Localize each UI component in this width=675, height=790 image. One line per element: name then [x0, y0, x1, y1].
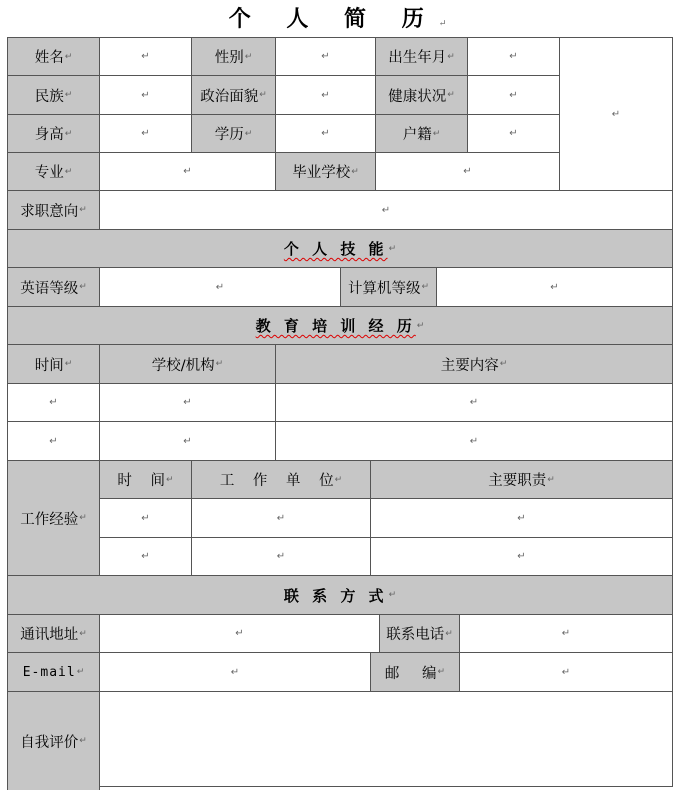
hukou-label-cell [375, 114, 468, 153]
health-value-cell[interactable] [467, 75, 560, 115]
major-label-cell [7, 152, 100, 191]
education-label: 学历 [214, 127, 244, 143]
job-intent-label-cell [7, 190, 100, 230]
school-label: 毕业学校 [292, 165, 351, 181]
paragraph-mark: ↵ [561, 666, 571, 678]
paragraph-mark: ↵ [611, 108, 621, 120]
edu-header-content [275, 344, 673, 384]
gender-label-cell [191, 37, 276, 76]
edu-row-1-content[interactable] [275, 383, 673, 422]
height-value-cell[interactable] [99, 114, 192, 153]
work-label: 工作经验 [20, 511, 79, 528]
political-value-cell[interactable] [275, 75, 376, 115]
school-value-cell[interactable] [375, 152, 560, 191]
work-header-duty [370, 460, 673, 499]
paragraph-mark: ↵ [64, 51, 73, 62]
job-intent-label: 求职意向 [20, 203, 79, 220]
paragraph-mark: ↵ [276, 512, 286, 524]
phone-label-cell [379, 614, 460, 653]
contact-section-header [7, 575, 673, 615]
english-label: 英语等级 [20, 280, 79, 297]
work-header-duty-label: 主要职责 [488, 473, 547, 489]
paragraph-mark: ↵ [183, 397, 192, 408]
hukou-label: 户籍 [402, 127, 432, 143]
work-header-company [191, 460, 371, 499]
paragraph-mark: ↵ [334, 474, 343, 485]
gender-value-cell[interactable] [275, 37, 376, 76]
address-label-cell [7, 614, 100, 653]
paragraph-mark: ↵ [321, 51, 330, 62]
height-label-cell [7, 114, 100, 153]
postcode-label: 邮 编 [384, 665, 437, 682]
self-eval-value-cell[interactable] [99, 691, 673, 787]
ethnic-label-cell [7, 75, 100, 115]
paragraph-mark: ↵ [76, 667, 85, 677]
work-row-2-duty[interactable] [370, 537, 673, 576]
work-row-2-company[interactable] [191, 537, 371, 576]
job-intent-value-cell[interactable] [99, 190, 673, 230]
name-label: 姓名 [34, 50, 64, 66]
paragraph-mark: ↵ [438, 19, 447, 29]
edu-header-school [99, 344, 276, 384]
paragraph-mark: ↵ [79, 282, 87, 292]
paragraph-mark: ↵ [437, 667, 446, 677]
paragraph-mark: ↵ [215, 359, 224, 369]
gender-label: 性别 [214, 50, 244, 66]
email-value-cell[interactable] [99, 652, 371, 692]
paragraph-mark: ↵ [244, 128, 253, 139]
paragraph-mark: ↵ [381, 204, 391, 216]
school-label-cell [275, 152, 376, 191]
work-label-cell [7, 460, 100, 576]
paragraph-mark: ↵ [49, 397, 58, 408]
education-label-cell [191, 114, 276, 153]
resume-title [0, 2, 675, 36]
email-label-cell [7, 652, 100, 692]
paragraph-mark: ↵ [321, 128, 330, 139]
paragraph-mark: ↵ [79, 205, 87, 215]
paragraph-mark: ↵ [416, 320, 425, 331]
political-label-cell [191, 75, 276, 115]
computer-label-cell [340, 267, 437, 307]
computer-label: 计算机等级 [347, 280, 421, 297]
paragraph-mark: ↵ [215, 281, 225, 293]
paragraph-mark: ↵ [183, 166, 192, 177]
address-value-cell[interactable] [99, 614, 380, 653]
edu-row-2-school[interactable] [99, 421, 276, 461]
name-value-cell[interactable] [99, 37, 192, 76]
paragraph-mark: ↵ [64, 90, 73, 100]
email-label: E-mail [22, 664, 76, 680]
birth-value-cell[interactable] [467, 37, 560, 76]
paragraph-mark: ↵ [79, 736, 87, 746]
edu-row-2-content[interactable] [275, 421, 673, 461]
paragraph-mark: ↵ [469, 435, 479, 447]
birth-label-cell [375, 37, 468, 76]
paragraph-mark: ↵ [445, 628, 453, 639]
paragraph-mark: ↵ [79, 513, 87, 523]
paragraph-mark: ↵ [447, 51, 455, 62]
paragraph-mark: ↵ [432, 128, 441, 139]
health-label-cell [375, 75, 468, 115]
education-section-title: 教 育 培 训 经 历 [255, 317, 416, 335]
major-value-cell[interactable] [99, 152, 276, 191]
work-header-time [99, 460, 192, 499]
paragraph-mark: ↵ [49, 435, 58, 447]
birth-label: 出生年月 [388, 50, 447, 66]
height-label: 身高 [34, 127, 64, 143]
skills-section-header [7, 229, 673, 268]
paragraph-mark: ↵ [183, 435, 192, 447]
paragraph-mark: ↵ [509, 51, 518, 62]
political-label: 政治面貌 [200, 88, 259, 105]
edu-header-time [7, 344, 100, 384]
phone-value-cell[interactable] [459, 614, 673, 653]
phone-label: 联系电话 [386, 627, 445, 643]
paragraph-mark: ↵ [141, 512, 150, 524]
name-label-cell [7, 37, 100, 76]
resume-title-text: 个 人 简 历 [228, 6, 438, 32]
paragraph-mark: ↵ [469, 397, 479, 408]
work-row-1-company[interactable] [191, 498, 371, 538]
paragraph-mark: ↵ [259, 90, 267, 100]
work-row-1-time[interactable] [99, 498, 192, 538]
paragraph-mark: ↵ [276, 551, 286, 562]
self-eval-label: 自我评价 [20, 734, 79, 751]
paragraph-mark: ↵ [141, 51, 150, 62]
photo-cell[interactable] [559, 37, 673, 191]
hukou-value-cell[interactable] [467, 114, 560, 153]
edu-header-school-label: 学校/机构 [151, 357, 215, 374]
paragraph-mark: ↵ [244, 51, 253, 62]
edu-row-2-time[interactable] [7, 421, 100, 461]
postcode-value-cell[interactable] [459, 652, 673, 692]
ethnic-value-cell[interactable] [99, 75, 192, 115]
education-section-header [7, 306, 673, 345]
paragraph-mark: ↵ [463, 166, 472, 177]
edu-row-1-school[interactable] [99, 383, 276, 422]
major-label: 专业 [34, 165, 64, 181]
paragraph-mark: ↵ [388, 590, 397, 600]
work-row-1-duty[interactable] [370, 498, 673, 538]
postcode-label-cell [370, 652, 460, 692]
paragraph-mark: ↵ [141, 89, 150, 101]
paragraph-mark: ↵ [64, 359, 73, 369]
ethnic-label: 民族 [34, 88, 64, 105]
work-header-time-label: 时 间 [117, 473, 166, 489]
paragraph-mark: ↵ [321, 89, 330, 101]
paragraph-mark: ↵ [166, 474, 174, 485]
paragraph-mark: ↵ [509, 89, 518, 101]
paragraph-mark: ↵ [235, 628, 244, 639]
contact-section-title: 联 系 方 式 [283, 586, 388, 605]
paragraph-mark: ↵ [447, 90, 455, 100]
work-header-company-label: 工 作 单 位 [219, 473, 334, 489]
paragraph-mark: ↵ [141, 128, 150, 139]
paragraph-mark: ↵ [64, 128, 73, 139]
paragraph-mark: ↵ [351, 166, 359, 177]
address-label: 通讯地址 [20, 627, 79, 643]
paragraph-mark: ↵ [561, 628, 571, 639]
english-label-cell [7, 267, 100, 307]
paragraph-mark: ↵ [388, 243, 397, 254]
paragraph-mark: ↵ [499, 359, 508, 369]
edu-header-time-label: 时间 [34, 357, 64, 374]
paragraph-mark: ↵ [421, 282, 430, 292]
paragraph-mark: ↵ [509, 128, 518, 139]
computer-value-cell[interactable] [436, 267, 673, 307]
edu-header-content-label: 主要内容 [440, 357, 499, 374]
paragraph-mark: ↵ [550, 281, 559, 293]
paragraph-mark: ↵ [230, 666, 240, 678]
skills-section-title: 个 人 技 能 [283, 240, 388, 258]
paragraph-mark: ↵ [141, 551, 150, 562]
paragraph-mark: ↵ [64, 166, 73, 177]
paragraph-mark: ↵ [547, 474, 555, 485]
health-label: 健康状况 [388, 88, 447, 105]
paragraph-mark: ↵ [79, 628, 87, 639]
paragraph-mark: ↵ [517, 512, 526, 524]
education-value-cell[interactable] [275, 114, 376, 153]
paragraph-mark: ↵ [517, 551, 526, 562]
english-value-cell[interactable] [99, 267, 341, 307]
work-row-2-time[interactable] [99, 537, 192, 576]
self-eval-label-cell [7, 691, 100, 790]
edu-row-1-time[interactable] [7, 383, 100, 422]
